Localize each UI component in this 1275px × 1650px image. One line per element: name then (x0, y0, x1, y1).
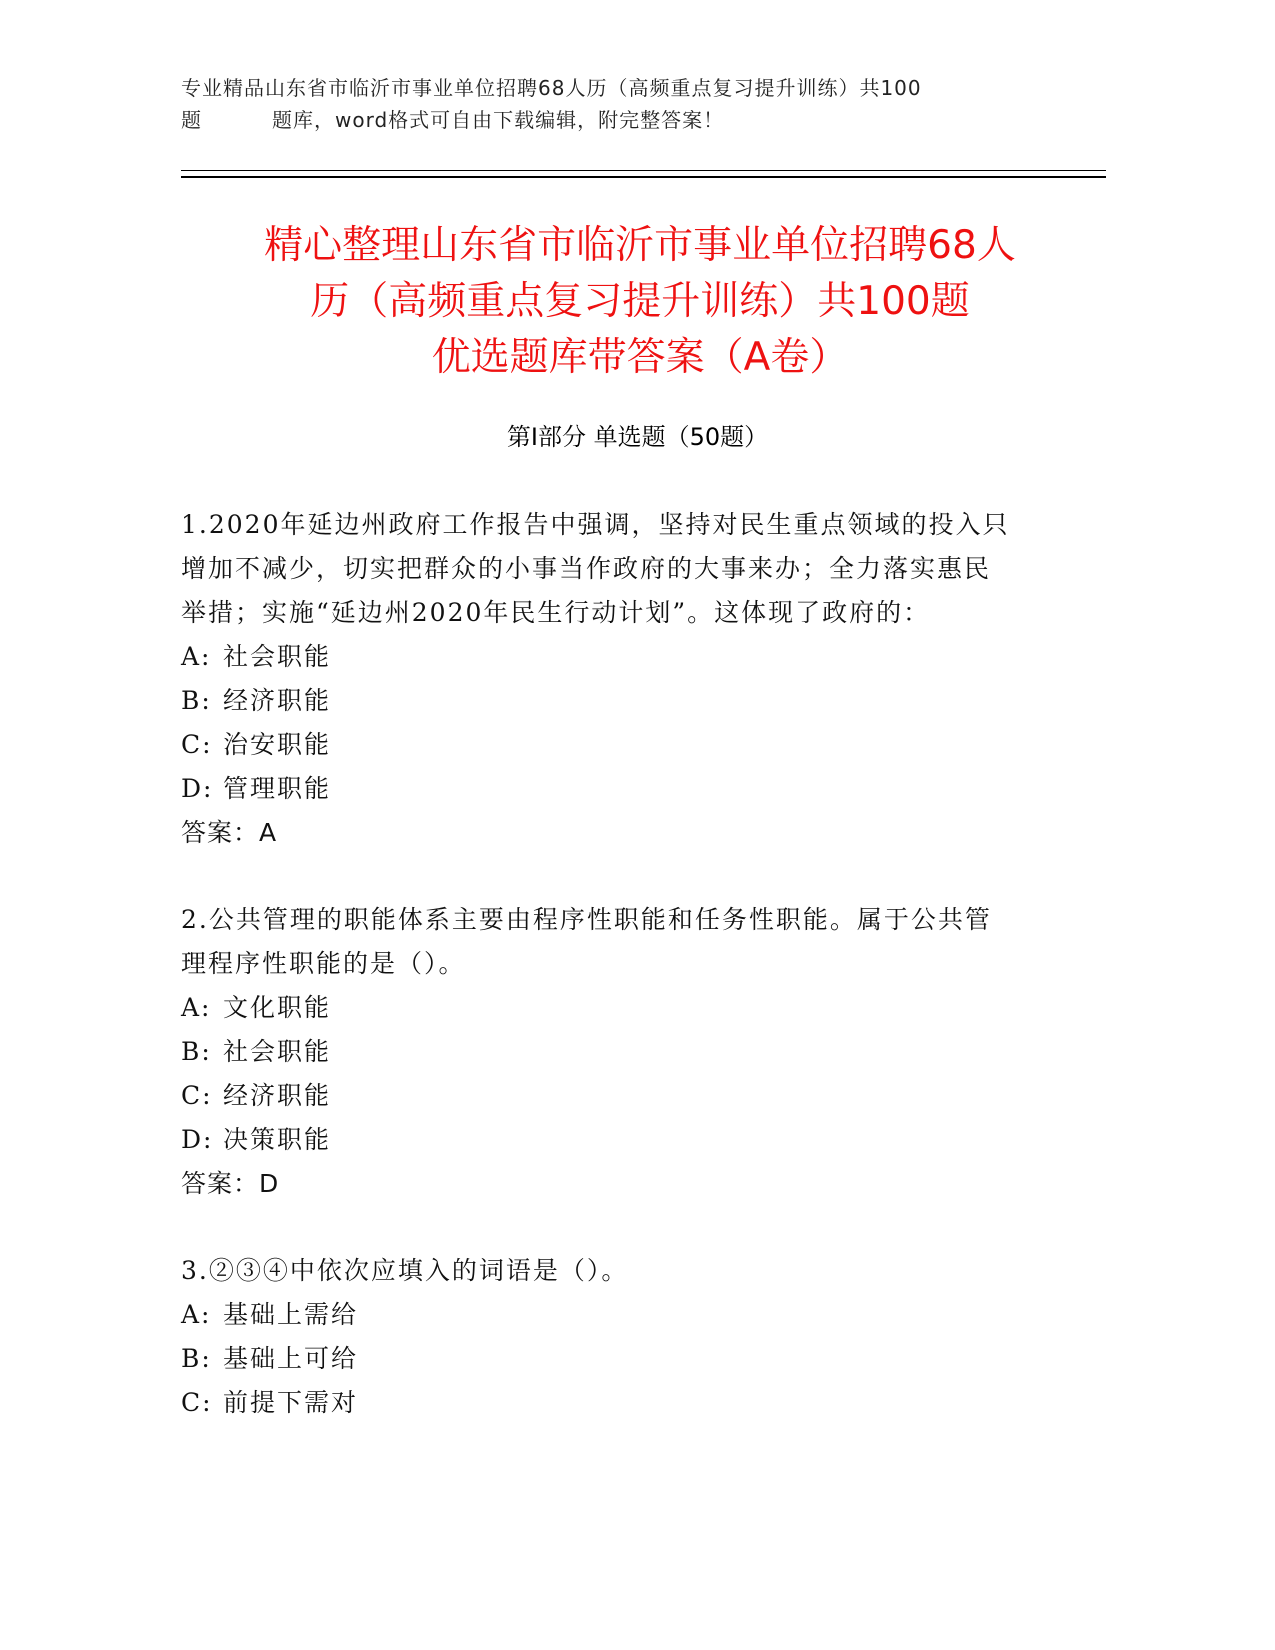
question-list (181, 503, 1061, 1468)
option-text: 经济职能 (223, 686, 332, 715)
answer-option (181, 1381, 1061, 1425)
option-letter: C: (181, 1081, 213, 1110)
question-stem-line: 增加不减少，切实把群众的小事当作政府的大事来办；全力落实惠民 (181, 554, 992, 583)
answer-option (181, 1118, 1061, 1162)
option-text: 经济职能 (223, 1081, 332, 1110)
option-letter: D: (181, 1125, 214, 1154)
question-stem-line: 3.②③④中依次应填入的词语是（）。 (181, 1256, 629, 1285)
option-letter: B: (181, 1344, 212, 1373)
answer-option (181, 635, 1061, 679)
option-text: 基础上需给 (223, 1300, 359, 1329)
answer-option (181, 1030, 1061, 1074)
option-letter: C: (181, 730, 213, 759)
option-text: 管理职能 (223, 774, 332, 803)
question-item (181, 1249, 1061, 1425)
option-text: 社会职能 (223, 1037, 332, 1066)
option-letter: D: (181, 774, 214, 803)
section-heading: 第Ⅰ部分 单选题（50题） (506, 423, 769, 451)
question-stem-line: 举措；实施“延边州2020年民生行动计划”。这体现了政府的： (181, 598, 931, 627)
question-stem-line: 1.2020年延边州政府工作报告中强调，坚持对民生重点领域的投入只 (181, 510, 1010, 539)
title-line-3: 优选题库带答案（A卷） (431, 335, 849, 380)
header-line-2 (181, 104, 1061, 136)
question-item (181, 503, 1061, 855)
header-rule-thick (181, 176, 1106, 178)
option-text: 决策职能 (223, 1125, 332, 1154)
option-letter: B: (181, 1037, 212, 1066)
option-letter: C: (181, 1388, 213, 1417)
option-letter: A: (181, 1300, 212, 1329)
header-line-2-left: 题 (181, 108, 202, 132)
answer-option (181, 1074, 1061, 1118)
page-header (181, 72, 1061, 136)
answer-option (181, 1293, 1061, 1337)
answer-option (181, 1337, 1061, 1381)
option-text: 治安职能 (223, 730, 332, 759)
header-line-1: 专业精品山东省市临沂市事业单位招聘68人历（高频重点复习提升训练）共100 (181, 76, 922, 100)
answer-key: 答案：A (181, 818, 278, 847)
title-line-2: 历（高频重点复习提升训练）共100题 (310, 279, 970, 324)
answer-option (181, 679, 1061, 723)
option-letter: B: (181, 686, 212, 715)
option-text: 文化职能 (223, 993, 332, 1022)
option-text: 前提下需对 (223, 1388, 359, 1417)
option-text: 基础上可给 (223, 1344, 359, 1373)
answer-option (181, 986, 1061, 1030)
answer-option (181, 723, 1061, 767)
document-title (160, 218, 1120, 386)
option-letter: A: (181, 642, 212, 671)
question-stem-line: 理程序性职能的是（）。 (181, 949, 466, 978)
question-stem-line: 2.公共管理的职能体系主要由程序性职能和任务性职能。属于公共管 (181, 905, 992, 934)
title-line-1: 精心整理山东省市临沂市事业单位招聘68人 (264, 223, 1016, 268)
question-item (181, 898, 1061, 1206)
option-letter: A: (181, 993, 212, 1022)
header-rule-thin (181, 170, 1106, 171)
header-line-2-right: 题库，word格式可自由下载编辑，附完整答案！ (272, 108, 725, 132)
option-text: 社会职能 (223, 642, 332, 671)
answer-option (181, 767, 1061, 811)
answer-key: 答案：D (181, 1169, 280, 1198)
